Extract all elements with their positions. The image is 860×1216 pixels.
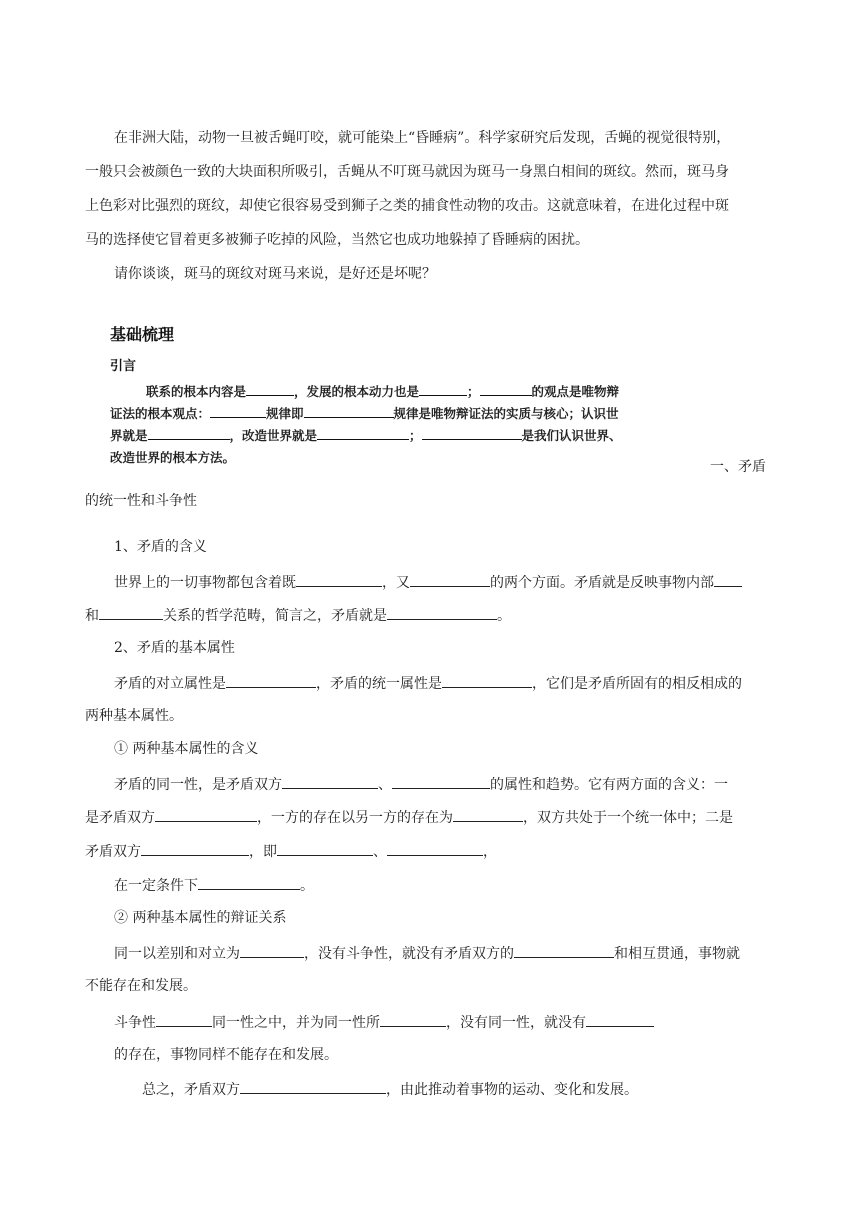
image-line-1: 联系的根本内容是 ，发展的根本动力也是 ； 的观点是唯物辩 bbox=[146, 384, 620, 399]
image-subtitle: 引言 bbox=[110, 359, 137, 374]
intro-line-2: 一般只会被颜色一致的大块面积所吸引，舌蝇从不叮斑马就因为斑马一身黑白相间的斑纹。然而，斑马身 bbox=[85, 164, 729, 180]
fill-blank[interactable] bbox=[226, 673, 316, 688]
s2-line-1: 矛盾的对立属性是 ，矛盾的统一属性是 ，它们是矛盾所固有的相反相成的 bbox=[114, 673, 742, 694]
fill-blank[interactable] bbox=[99, 605, 163, 620]
fill-blank[interactable] bbox=[240, 943, 304, 958]
s4-title: ② 两种基本属性的辩证关系 bbox=[114, 910, 287, 926]
image-blank bbox=[148, 427, 230, 440]
s4-line-1: 同一以差别和对立为 ，没有斗争性，就没有矛盾双方的 和相互贯通，事物就 bbox=[114, 943, 740, 964]
image-line-2: 证法的根本观点： 规律即 规律是唯物辩证法的实质与核心；认识世 bbox=[110, 406, 619, 421]
fill-blank[interactable] bbox=[387, 841, 483, 856]
fill-blank[interactable] bbox=[392, 774, 490, 789]
s3-line-3: 矛盾双方 ，即 、 ， bbox=[85, 841, 497, 862]
s2-title: 2、矛盾的基本属性 bbox=[114, 640, 235, 656]
intro-question: 请你谈谈，斑马的斑纹对斑马来说，是好还是坏呢？ bbox=[114, 266, 436, 282]
fill-blank[interactable] bbox=[277, 841, 373, 856]
s3-line-2: 是矛盾双方 ，一方的存在以另一方的存在为 ，双方共处于一个统一体中；二是 bbox=[85, 807, 733, 828]
image-blank bbox=[480, 383, 532, 396]
s1-line-1: 世界上的一切事物都包含着既 ，又 的两个方面。矛盾就是反映事物内部 bbox=[114, 572, 742, 593]
s4-line-4: 的存在，事物同样不能存在和发展。 bbox=[114, 1047, 338, 1063]
s3-line-1: 矛盾的同一性，是矛盾双方 、 的属性和趋势。它有两方面的含义：一 bbox=[114, 774, 728, 795]
fill-blank[interactable] bbox=[410, 572, 490, 587]
fill-blank[interactable] bbox=[586, 1012, 654, 1027]
s4-line-5: 总之，矛盾双方 ，由此推动着事物的运动、变化和发展。 bbox=[142, 1079, 638, 1100]
image-blank bbox=[422, 427, 522, 440]
s1-title: 1、矛盾的含义 bbox=[114, 539, 207, 555]
intro-line-4: 马的选择使它冒着更多被狮子吃掉的风险，当然它也成功地躲掉了昏睡病的困扰。 bbox=[85, 232, 589, 248]
fill-blank[interactable] bbox=[514, 943, 614, 958]
image-blank bbox=[419, 383, 467, 396]
fill-blank[interactable] bbox=[240, 1079, 386, 1094]
fill-blank[interactable] bbox=[453, 807, 523, 822]
image-blank bbox=[317, 427, 409, 440]
fill-blank[interactable] bbox=[380, 1012, 446, 1027]
s4-line-3: 斗争性 同一性之中，并为同一性所 ，没有同一性，就没有 bbox=[114, 1012, 654, 1033]
intro-line-3: 上色彩对比强烈的斑纹，却使它很容易受到狮子之类的捕食性动物的攻击。这就意味着，在进化过程中斑 bbox=[85, 198, 729, 214]
s1-line-2: 和 关系的哲学范畴，简言之，矛盾就是 。 bbox=[85, 605, 511, 626]
section-heading-part-1: 一、矛盾 bbox=[710, 459, 766, 475]
s4-line-2: 不能存在和发展。 bbox=[85, 978, 197, 994]
s2-line-2: 两种基本属性。 bbox=[85, 708, 183, 724]
intro-line-1: 在非洲大陆，动物一旦被舌蝇叮咬，就可能染上“昏睡病”。科学家研究后发现，舌蝇的视觉很特别， bbox=[114, 130, 731, 146]
fill-blank[interactable] bbox=[714, 572, 742, 587]
fill-blank[interactable] bbox=[442, 673, 532, 688]
fill-blank[interactable] bbox=[156, 1012, 212, 1027]
section-heading-part-2: 的统一性和斗争性 bbox=[85, 493, 197, 509]
image-title: 基础梳理 bbox=[110, 325, 175, 344]
fill-blank[interactable] bbox=[282, 774, 378, 789]
fill-blank[interactable] bbox=[141, 841, 249, 856]
fill-blank[interactable] bbox=[296, 572, 382, 587]
s3-title: ① 两种基本属性的含义 bbox=[114, 741, 259, 757]
image-line-4: 改造世界的根本方法。 bbox=[110, 450, 236, 465]
fill-blank[interactable] bbox=[198, 875, 300, 890]
image-line-3: 界就是 ，改造世界就是 ； 是我们认识世界、 bbox=[110, 428, 622, 443]
image-blank bbox=[210, 405, 266, 418]
fill-blank[interactable] bbox=[387, 605, 497, 620]
fill-blank[interactable] bbox=[155, 807, 257, 822]
s3-line-4: 在一定条件下 。 bbox=[114, 875, 314, 896]
image-blank bbox=[246, 383, 294, 396]
image-blank bbox=[304, 405, 394, 418]
basic-review-image bbox=[110, 322, 698, 470]
